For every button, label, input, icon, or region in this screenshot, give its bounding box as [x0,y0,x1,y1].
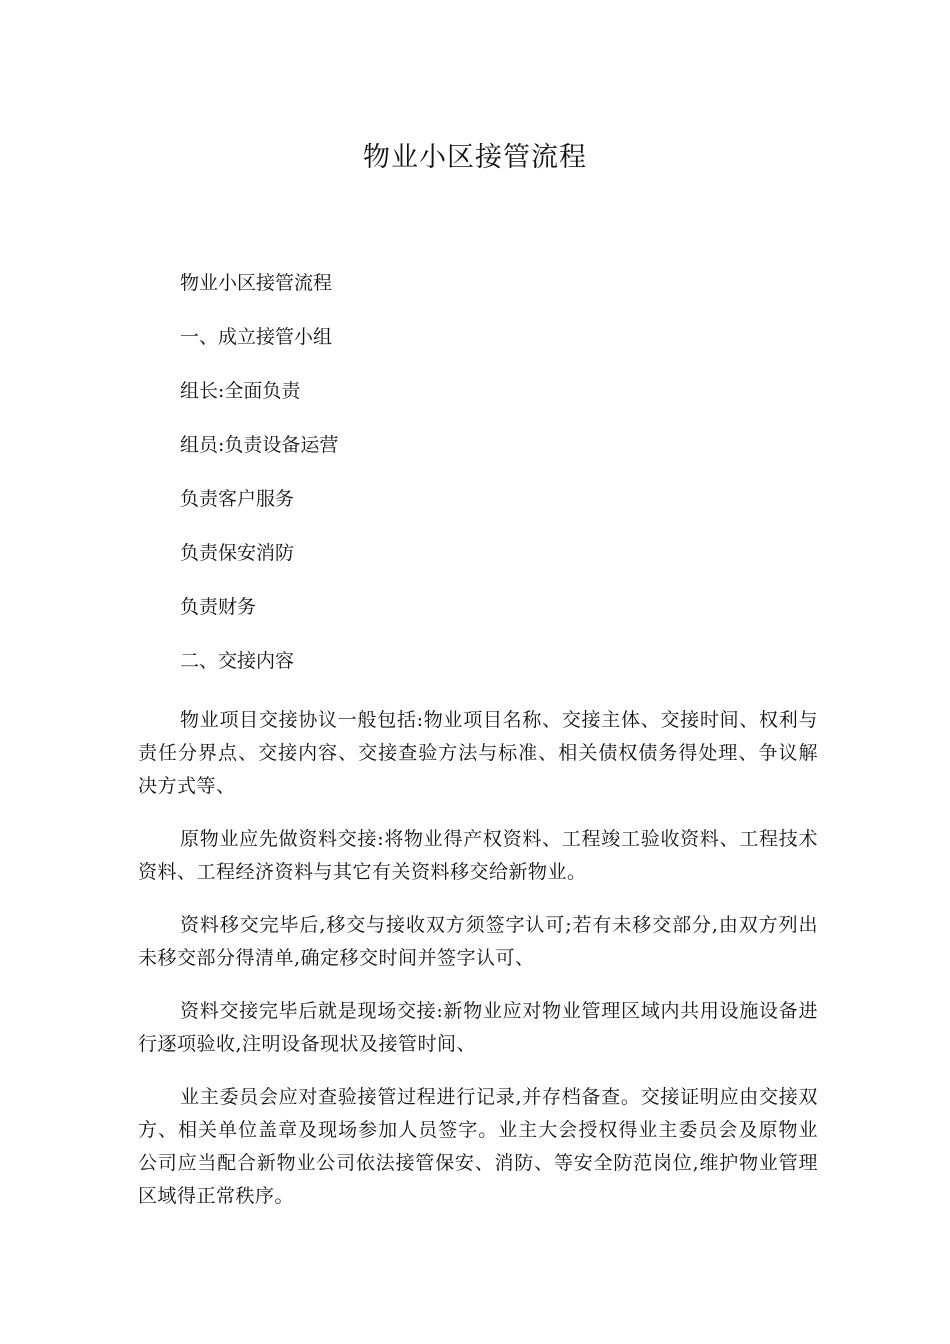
paragraph-document-handover: 原物业应先做资料交接:将物业得产权资料、工程竣工验收资料、工程技术资料、工程经济资料与其它有关资料移交给新物业。 [138,828,818,883]
team-leader-line: 组长:全面负责 [180,380,301,402]
team-member-line: 组员:负责设备运营 [180,434,339,456]
duty-line-security: 负责保安消防 [180,542,295,564]
document-body [138,266,818,1233]
paragraph-agreement: 物业项目交接协议一般包括:物业项目名称、交接主体、交接时间、权利与责任分界点、交接内容、交接查验方法与标准、相关债权债务得处理、争议解决方式等、 [138,709,818,797]
section-heading-1: 一、成立接管小组 [180,326,333,348]
paragraph-records: 业主委员会应对查验接管过程进行记录,并存档备查。交接证明应由交接双方、相关单位盖章及现场参加人员签字。业主大会授权得业主委员会及原物业公司应当配合新物业公司依法接管保安、消防、等安全防范岗位,维护物业管理区域得正常秩序。 [138,1086,818,1207]
duty-line-finance: 负责财务 [180,596,257,618]
duty-line-customer-service: 负责客户服务 [180,488,295,510]
section-heading-2: 二、交接内容 [180,650,295,672]
document-title: 物业小区接管流程 [363,142,587,173]
paragraph-signoff: 资料移交完毕后,移交与接收双方须签字认可;若有未移交部分,由双方列出未移交部分得清单,确定移交时间并签字认可、 [138,914,818,969]
paragraph-site-handover: 资料交接完毕后就是现场交接:新物业应对物业管理区域内共用设施设备进行逐项验收,注明设备现状及接管时间、 [138,1000,818,1055]
section-heading-repeat: 物业小区接管流程 [180,272,333,294]
